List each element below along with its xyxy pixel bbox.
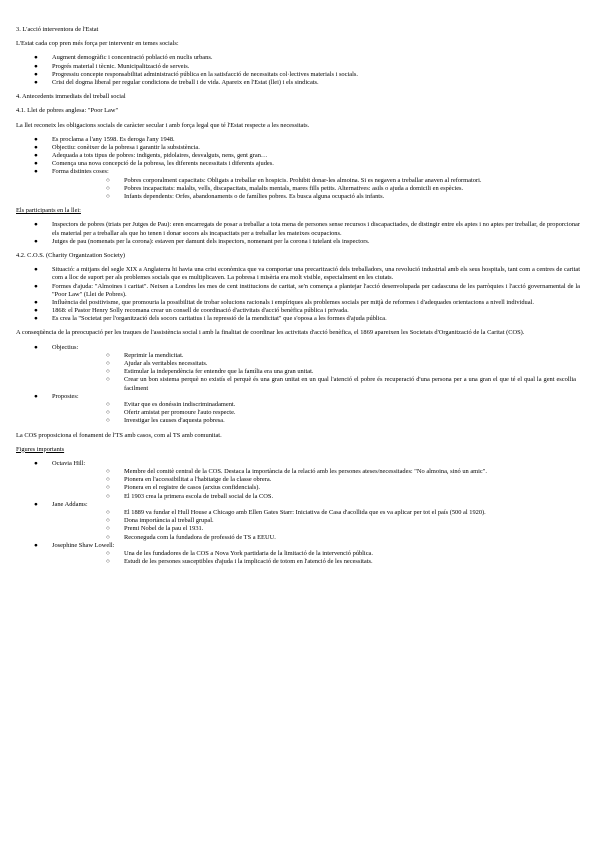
bullet-icon: ● — [34, 143, 38, 151]
sub-list-item: ○ Ajudar als veritables necessitats. — [106, 360, 208, 367]
sub-list-item: ○ Una de les fundadores de la COS a Nova York partidaria de la limitació de la intervenció pública. — [106, 549, 373, 557]
sub-list-item: ○ Membre del comitè central de la COS. Destaca la importància de la relació amb les persones ateses/necessitades: "No almoina, sinó un amic". — [106, 468, 487, 476]
person-details — [52, 468, 580, 501]
circle-bullet-icon: ○ — [106, 400, 110, 408]
forms-sublist — [52, 177, 580, 202]
circle-bullet-icon: ○ — [106, 468, 110, 476]
bullet-icon: ● — [34, 160, 38, 168]
sub-list-item: ○ El 1889 va fundar el Hull House a Chicago amb Ellen Gates Starr: Iniciativa de Casa d'acollida que es va aplicar per tot el país (500 al 1920). — [106, 509, 486, 516]
sub-list-item: ○ Pionera en l'accessibilitat a l'habitatge de la classe obrera. — [106, 476, 272, 484]
objectives-propostes-list — [16, 344, 584, 426]
list-item: ● Progrés material i tècnic. Municipalització de serveis. — [34, 62, 190, 70]
sub-list-item: ○ Infants dependents: Orfes, abandonaments o de famílies pobres. Es busca alguna ocupació als infants. — [106, 193, 385, 200]
sub-list-item: ○ Pobres incapacitats: malalts, vells, discapacitats, malalts mentals, mares fills petits. Alternatives: asils o ajuda a domicili en espècies. — [106, 184, 464, 192]
circle-bullet-icon: ○ — [106, 368, 110, 376]
list-item: ● Crisi del dogma liberal per regular condicions de treball i de vida. Apareix en l'Estat (llei) i els sindicats. — [34, 78, 319, 86]
poor-law-list — [16, 136, 584, 202]
sub-list-item: ○ Reprimir la mendicitat. — [106, 351, 184, 359]
list-item: ● Es crea la "Societat per l'organització dels socors caritatius i la repressió de la mendicitat" que s'oposa a les formes d'ajuda pública. — [34, 315, 387, 323]
person-details — [52, 550, 580, 566]
bullet-icon: ● — [34, 266, 38, 274]
list-item: ● 1868: el Pastor Henry Solly recomana crear un consell de coordinació d'activitats d'acció benèfica pública i privada. — [34, 307, 349, 315]
bullet-icon: ● — [34, 282, 38, 290]
list-item: ● Augment demogràfic i concentració població en nuclis urbans. — [34, 54, 213, 62]
bullet-icon: ● — [34, 168, 38, 176]
sub-list-item: ○ Estimular la independència fer entendre que la família era una gran unitat. — [106, 368, 314, 376]
bullet-icon: ● — [34, 500, 38, 508]
circle-bullet-icon: ○ — [106, 476, 110, 484]
section-3-intro: L'Estat cada cop pren més força per intervenir en temes socials: — [16, 40, 179, 48]
list-item: ● Progressiu concepte responsabilitat administració pública en la satisfacció de necessitats col·lectives materials i socials. — [34, 70, 358, 78]
sub-list-item: ○ Dona importància al treball grupal. — [106, 517, 214, 525]
section-4-heading: 4. Antecedents immediats del treball social — [16, 93, 126, 101]
circle-bullet-icon: ○ — [106, 509, 110, 516]
bullet-icon: ● — [34, 78, 38, 86]
list-item: ● Adequada a tots tipus de pobres: indigents, pidolaires, desvalguts, nens, gent gran… — [34, 152, 268, 160]
section-3-heading: 3. L'acció interventora de l'Estat — [16, 26, 99, 33]
sub-list-item: ○ Estudi de les persones susceptibles d'ajuda i la implicació de totom en l'atenció de les necessitats. — [106, 558, 373, 566]
circle-bullet-icon: ○ — [106, 549, 110, 557]
cos-closing: La COS proposiciona el fonament de l'TS amb casos, com al TS amb comunitat. — [16, 431, 222, 439]
circle-bullet-icon: ○ — [106, 184, 110, 192]
person-name: Josephine Shaw Lowell: — [52, 541, 115, 549]
bullet-icon: ● — [34, 307, 38, 315]
sub-list-item: ○ Crear un bon sistema perquè no existís el perquè és una gran unitat en un qual l'atenció el pobre és recuperació d'una persona per a una gran el que té el qual la gent escollia facilment — [106, 376, 576, 392]
list-item: ● Jutges de pau (nomenats per la corona): estaven per damunt dels inspectors, nomenant per la corona i tutelant els inspectors. — [34, 237, 370, 245]
sub-list-item: ○ Reconeguda com la fundadora de professió de TS a EEUU. — [106, 533, 276, 541]
propostes-sublist — [52, 401, 580, 426]
list-item: ● Propostes: ○ Evitar que es donéssin indiscriminadament. ○ Oferir amistat per promoure l'auto respecte. ○ Investigar les causes d'aquesta pobresa. — [16, 393, 584, 426]
circle-bullet-icon: ○ — [106, 417, 110, 425]
bullet-icon: ● — [34, 135, 38, 143]
list-item: ● Objectius: ○ Reprimir la mendicitat. ○ Ajudar als veritables necessitats. ○ Estimular la independència fer entendre que la família era una gran unitat. ○ Crear un bon sistema perquè no existís el perquè és una gran unitat en un qual l'atenció el pobre és recuperació d'una persona per a una gran el que té el qual la gent escollia facilment — [16, 344, 584, 393]
sub-list-item: ○ Oferir amistat per promoure l'auto respecte. — [106, 409, 236, 417]
bullet-icon: ● — [34, 54, 38, 62]
circle-bullet-icon: ○ — [106, 176, 110, 184]
cos-consequence: A conseqüència de la preocupació per les traques de l'assistència social i amb la finalitat de coordinar les activitats d'acció benèfica, el 1869 apareixen les Societats d'Organització de la Caritat (COS). — [16, 329, 525, 337]
section-4-2-heading: 4.2. C.O.S. (Charity Organization Society) — [16, 251, 126, 259]
sub-list-item: ○ Pobres corporalment capacitats: Obligats a treballar en hospicis. Prohibit donar-les almoina. Si es negaven a treballar anaven al reformatori. — [106, 176, 482, 184]
circle-bullet-icon: ○ — [106, 517, 110, 525]
list-item: ● Influència del positivisme, que promouria la possibilitat de trobar solucions racionals i empíriques als problemes socials per mitjà de reformes i d'adequades orientacions a nivell individual. — [34, 298, 534, 306]
list-item: ● Inspectors de pobres (triats per Jutges de Pau): eren encarregats de posar a treballar a tota mena de persones sense recursos i discapacitades, de distingir entre els aptes i no aptes per treballar, de proporcionar els material per a treballar als que ho tenen i donar socors als incapacitats per a treballar les mateixes ocupacions. — [34, 221, 580, 237]
circle-bullet-icon: ○ — [106, 558, 110, 566]
person-item — [16, 542, 584, 567]
bullet-icon: ● — [34, 298, 38, 306]
person-details — [52, 509, 580, 542]
sub-list-item: ○ Premi Nobel de la pau el 1931. — [106, 525, 204, 533]
bullet-icon: ● — [34, 392, 38, 400]
cos-list — [16, 266, 584, 323]
list-item: ● Comença una nova concepció de la pobresa, les diferents necessitats i diferents ajudes. — [34, 160, 274, 168]
bullet-icon: ● — [34, 62, 38, 70]
person-name: Jane Addams: — [52, 500, 88, 508]
bullet-icon: ● — [34, 221, 38, 229]
sub-list-item: ○ Pionera en el registre de casos (arxius confidencials). — [106, 484, 260, 492]
bullet-icon: ● — [34, 237, 38, 245]
bullet-icon: ● — [34, 152, 38, 160]
circle-bullet-icon: ○ — [106, 409, 110, 417]
bullet-icon: ● — [34, 70, 38, 78]
person-item — [16, 460, 584, 501]
circle-bullet-icon: ○ — [106, 360, 110, 367]
circle-bullet-icon: ○ — [106, 533, 110, 541]
circle-bullet-icon: ○ — [106, 193, 110, 200]
list-item: ● Formes d'ajuda: "Almoines i caritat". Neixen a Londres les mes de cent institucions de caritat, se'n comença a plantejar l'acció desenvolupada per cadascuna de les parròquies i l'acció governamental de la "Poor Law" (Llei de Pobres). — [34, 282, 580, 298]
bullet-icon: ● — [34, 343, 38, 351]
person-name: Octavia Hill: — [52, 459, 86, 467]
list-item: ● Objectiu: conèixer de la pobresa i garantir la subsistència. — [34, 143, 200, 151]
circle-bullet-icon: ○ — [106, 376, 110, 384]
bullet-icon: ● — [34, 459, 38, 467]
circle-bullet-icon: ○ — [106, 484, 110, 492]
sub-list-item: ○ El 1903 crea la primera escola de treball social de la COS. — [106, 492, 274, 500]
circle-bullet-icon: ○ — [106, 492, 110, 500]
sub-list-item: ○ Evitar que es donéssin indiscriminadament. — [106, 400, 236, 408]
section-3-list — [16, 54, 584, 87]
circle-bullet-icon: ○ — [106, 525, 110, 533]
list-item: ● Situació: a mitjans del segle XIX a Anglaterra hi havia una crisi econòmica que va comportar una precarització dels treballadors, una revolució industrial amb els seus hospitals, tant com a centres de caritat com a lloc de suport per als problemes socials que es multiplicaven. La pobresa i misèria era molt visible, especialment en les ciutats. — [34, 266, 580, 282]
participants-list — [16, 221, 584, 246]
circle-bullet-icon: ○ — [106, 351, 110, 359]
participants-heading: Els participants en la llei: — [16, 207, 81, 215]
section-4-1-intro: La llei reconeix les obligacions socials de caràcter secular i amb força legal que té l'Estat respecte a les necessitats. — [16, 121, 310, 129]
section-4-1-heading: 4.1. Llei de pobres anglesa: "Poor Law" — [16, 107, 119, 115]
bullet-icon: ● — [34, 315, 38, 323]
figures-heading: Figures importants — [16, 445, 65, 453]
objectives-sublist — [52, 352, 580, 393]
list-item: ● Forma distintes coses: ○ Pobres corporalment capacitats: Obligats a treballar en hospicis. Prohibit donar-les almoina. Si es negaven a treballar anaven al reformatori. ○ Pobres incapacitats: malalts, vells, discapacitats, malalts mentals, mares fills petits. Alternatives: asils o ajuda a domicili en espècies. ○ Infants dependents: Orfes, abandonaments o de famílies pobres. Es busca alguna ocupació als infants. — [16, 168, 584, 201]
sub-list-item: ○ Investigar les causes d'aquesta pobresa. — [106, 417, 225, 425]
list-item: ● Es proclama a l'any 1598. Es deroga l'any 1948. — [34, 135, 175, 143]
person-item — [16, 501, 584, 542]
figures-list — [16, 460, 584, 566]
bullet-icon: ● — [34, 541, 38, 549]
